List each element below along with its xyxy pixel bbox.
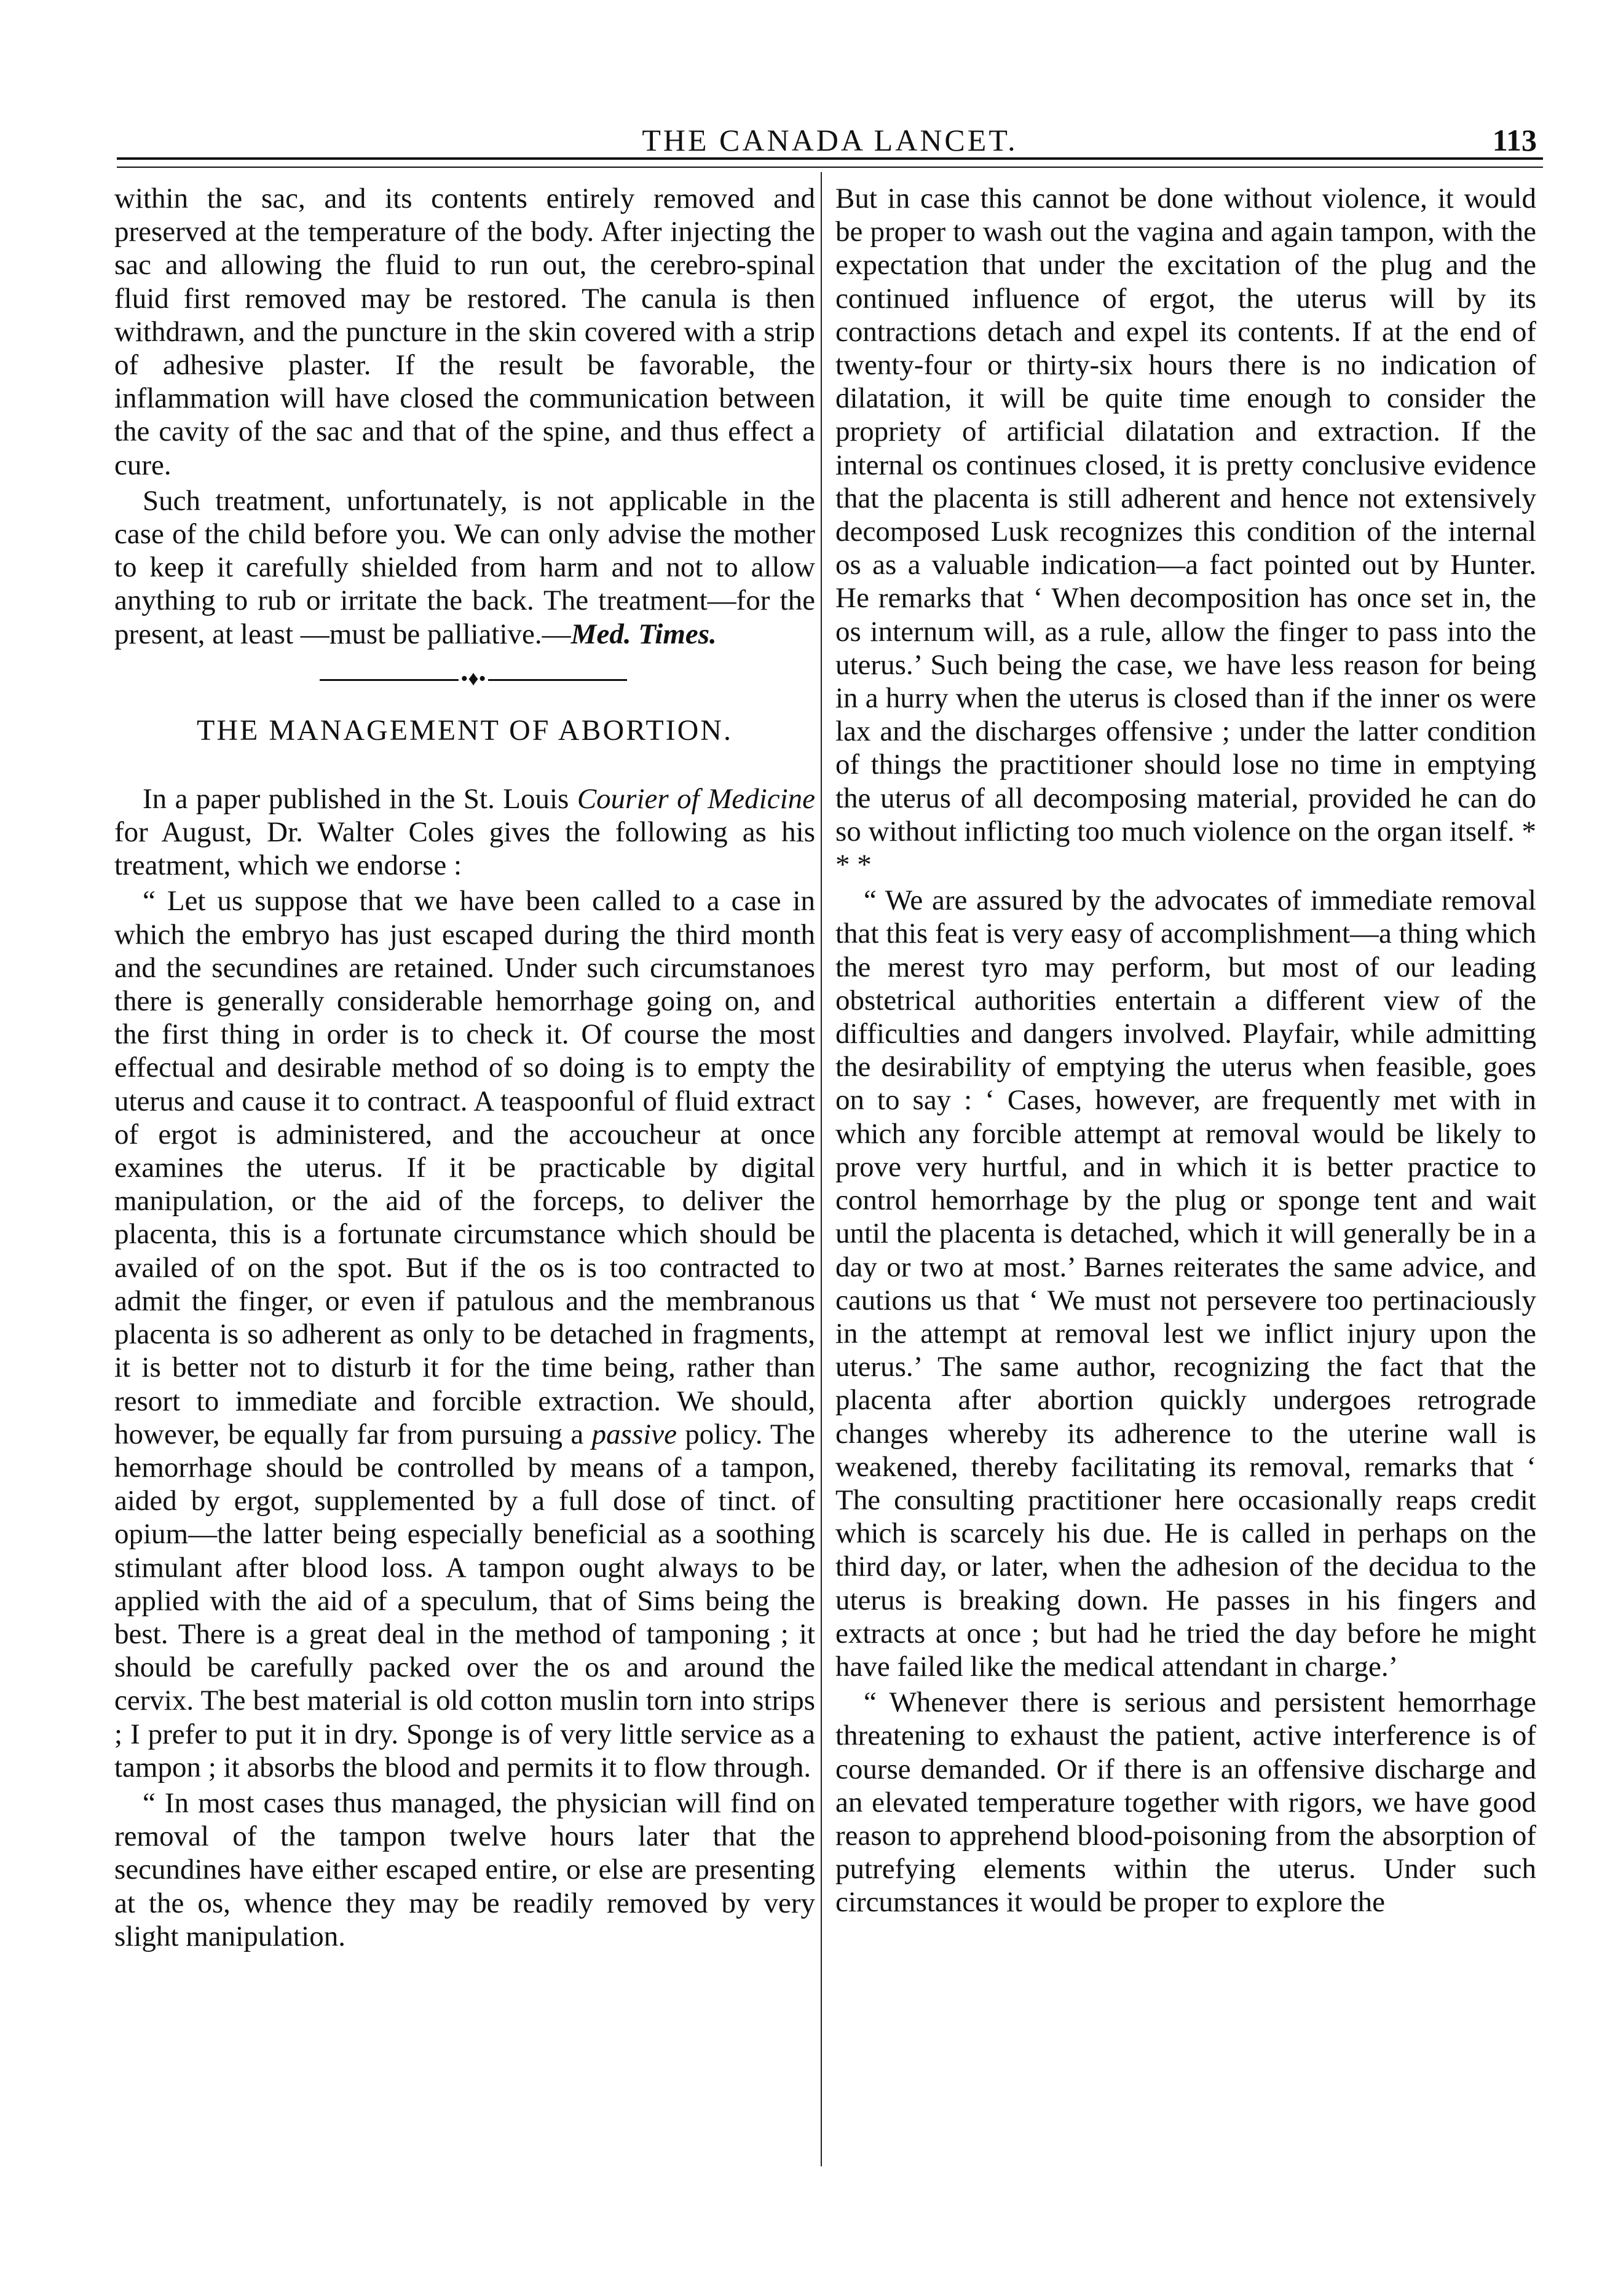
intro-text-a: In a paper published in the St. Louis: [143, 782, 577, 815]
paragraph-intro: [114, 782, 815, 883]
page-number: 113: [1492, 123, 1537, 157]
ornament-diamond-icon: •♦•: [459, 666, 488, 693]
article-heading: THE MANAGEMENT OF ABORTION.: [197, 714, 733, 747]
paragraph-dilatation: But in case this cannot be done without violence, it would be proper to wash out the vagina and again tampon, with the expectation that under the excitation of the plug and the continued influence of ergot, the uterus will by its contractions detach and expel its contents. If at the end of twenty-four or thirty-six hours there is no indication of dilatation, it will be quite time enough to consider the propriety of artificial dilatation and extraction. If the internal os continues closed, it is pretty conclusive evidence that the placenta is still adherent and hence not extensively decomposed Lusk recognizes this condition of the internal os as a valuable indication—a fact pointed out by Hunter. He remarks that ‘ When decomposition has once set in, the os internum will, as a rule, allow the finger to pass into the uterus.’ Such being the case, we have less reason for being in a hurry when the uterus is closed than if the inner os were lax and the discharges offensive ; under the latter condition of things the practitioner should lose no time in emptying the uterus of all decomposing material, provided he can do so without inflicting too much violence on the organ itself. * * *: [835, 183, 1536, 881]
journal-name: Courier of Medicine: [577, 782, 815, 815]
journal-title: THE CANADA LANCET.: [642, 123, 1018, 157]
column-divider: [821, 172, 822, 2166]
right-column: [835, 182, 1536, 1922]
paragraph-authorities: “ We are assured by the advocates of immediate removal that this feat is very easy of accomplishment—a thing which the merest tyro may perform, but most of our leading obstetrical authorities entertain a different view of the difficulties and dangers involved. Playfair, while admitting the desirability of emptying the uterus when feasible, goes on to say : ‘ Cases, however, are frequently met with in which any forcible attempt at removal would be likely to prove very hurtful, and in which it is better practice to control hemorrhage by the plug or sponge tent and wait until the placenta is detached, which it will generally be in a day or two at most.’ Barnes reiterates the same advice, and cautions us that ‘ We must not persevere too pertinaciously in the attempt at removal lest we inflict injury upon the uterus.’ The same author, recognizing the fact that the placenta after abortion quickly undergoes retrograde changes whereby its adherence to the uterine wall is weakened, thereby facilitating its removal, remarks that ‘ The consulting practitioner here occasionally reaps credit which is scarcely his due. He is called in perhaps on the third day, or later, when the adhesion of the decidua to the uterus is breaking down. He passes in his fingers and extracts at once ; but had he tried the day before he might have failed like the medical attendant in charge.’: [835, 884, 1536, 1683]
paragraph-spina-bifida-treatment: within the sac, and its contents entirely removed and preserved at the temperature of the body. After injecting the sac and allowing the fluid to run out, the cerebro-spinal fluid first removed may be restored. The canula is then withdrawn, and the puncture in the skin covered with a strip of adhesive plaster. If the result be favorable, the inflammation will have closed the communication between the cavity of the sac and that of the spine, and thus effect a cure.: [114, 183, 815, 481]
treatment-text-a: “ Let us suppose that we have been called to a case in which the embryo has just escaped during the third month and the secundines are retained. Under such circumstanoes there is generally considerable hemorrhage going on, and the first thing in order is to check it. Of course the most effectual and desirable method of so doing is to empty the uterus and cause it to contract. A teaspoonful of fluid extract of ergot is administered, and the accoucheur at once examines the uterus. If it be practicable by digital manipulation, or the aid of the forceps, to deliver the placenta, this is a fortunate circumstance which should be availed of on the spot. But if the os is too contracted to admit the finger, or even if patulous and the membranous placenta is so adherent as only to be detached in fragments, it is better not to disturb it for the time being, rather than resort to immediate and forcible extraction. We should, however, be equally far from pursuing a: [114, 885, 815, 1450]
paragraph-palliative: [114, 484, 815, 651]
section-divider-ornament: [114, 663, 815, 696]
paragraph-interference: “ Whenever there is serious and persistent hemorrhage threatening to exhaust the patient, active interference is of course demanded. Or if there is an offensive discharge and an elevated temperature together with rigors, we have good reason to apprehend blood-poisoning from the absorption of putrefying elements within the uterus. Under such circumstances it would be proper to explore the: [835, 1686, 1536, 1919]
intro-text-b: for August, Dr. Walter Coles gives the following as his treatment, which we endorse :: [114, 816, 815, 882]
header-rule-thin: [117, 167, 1543, 168]
treatment-text-b: policy. The hemorrhage should be controlled by means of a tampon, aided by ergot, supplemented by a full dose of tinct. of opium—the latter being especially beneficial as a soothing stimulant after blood loss. A tampon ought always to be applied with the aid of a speculum, that of Sims being the best. There is a great deal in the method of tamponing ; it should be carefully packed over the os and around the cervix. The best material is old cotton muslin torn into strips ; I prefer to put it in dry. Sponge is of very little service as a tampon ; it absorbs the blood and permits it to flow through.: [114, 1418, 815, 1783]
header-rule-thick: [117, 157, 1543, 160]
paragraph-tampon-removal: “ In most cases thus managed, the physician will find on removal of the tampon twelve hours later that the secundines have either escaped entire, or else are presenting at the os, whence they may be readily removed by very slight manipulation.: [114, 1787, 815, 1952]
emphasis-passive: passive: [591, 1418, 677, 1450]
paragraph-treatment: [114, 884, 815, 1783]
paragraph-palliative-text: Such treatment, unfortunately, is not applicable in the case of the child before you. We can only advise the mother to keep it carefully shielded from harm and not to allow anything to rub or irritate the back. The treatment—for the present, at least —must be palliative.—: [114, 484, 815, 650]
left-column: [114, 182, 815, 1956]
source-citation: Med. Times.: [570, 618, 717, 650]
